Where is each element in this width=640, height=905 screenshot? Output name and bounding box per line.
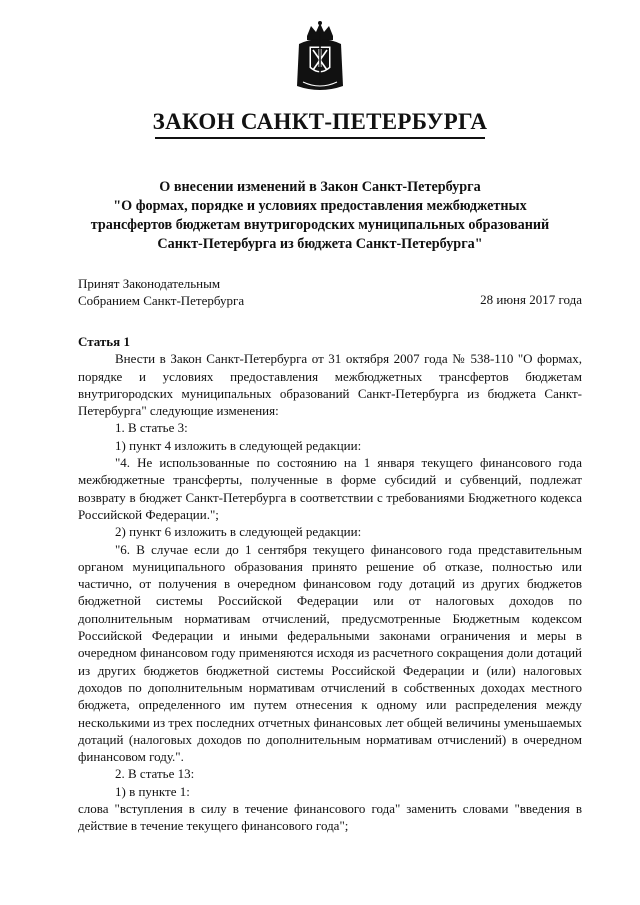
article-heading: Статья 1: [78, 334, 130, 349]
amendment-paragraph: слова "вступления в силу в течение финансового года" заменить словами "введения в действие в течение текущего финансового года";: [78, 801, 582, 834]
article-intro-paragraph: Внести в Закон Санкт-Петербурга от 31 октября 2007 года № 538-110 "О формах, порядке и условиях предоставления межбюджетных трансфертов бюджетам внутригородских муниципальных образований Санкт-Петербурга из бюджета Санкт-Петербурга" следующие изменения:: [78, 351, 582, 419]
law-title: ЗАКОН САНКТ-ПЕТЕРБУРГА: [152, 109, 488, 134]
list-item: 1) пункт 4 изложить в следующей редакции:: [115, 437, 362, 453]
document-body: [78, 333, 582, 835]
list-item: 2) пункт 6 изложить в следующей редакции:: [115, 524, 362, 540]
subject-line: трансфертов бюджетам внутригородских муниципальных образований: [90, 217, 550, 233]
law-subject-heading: [60, 178, 580, 254]
quoted-paragraph: "4. Не использованные по состоянию на 1 января текущего финансового года межбюджетные трансферты, полученные в форме субсидий и субвенций, подлежат возврату в бюджет Санкт-Петербурга в соответствии с требованиями Бюджетного кодекса Российской Федерации.";: [78, 455, 582, 522]
coat-of-arms-emblem: [293, 20, 347, 94]
adoption-note: [78, 276, 244, 309]
adoption-date: 28 июня 2017 года: [480, 292, 582, 307]
subject-line: "О формах, порядке и условиях предоставления межбюджетных: [113, 198, 527, 214]
adoption-line: Принят Законодательным: [78, 276, 221, 291]
list-item: 2. В статье 13:: [115, 766, 195, 782]
list-item: 1) в пункте 1:: [115, 783, 190, 799]
title-underline: [155, 137, 485, 139]
adoption-line: Собранием Санкт-Петербурга: [78, 292, 245, 308]
quoted-paragraph: "6. В случае если до 1 сентября текущего финансового года представительным органом муниципального образования принято решение об отказе, полностью или частично, от получения в очередном финансовом году дотаций из других бюджетов бюджетной системы Российской Федерации или от налоговых доходов по дополнительным нормативам отчислений, предусмотренные Бюджетным кодексом Российской Федерации и иными федеральными законами ограничения и меры в очередном финансовом году применяются исходя из расчетного сокращения доли дотаций из других бюджетов бюджетной системы Российской Федерации и (или) налоговых доходов по дополнительным нормативам отчислений в собственных доходах местного бюджета, определенного им путем отнесения к одному или распределения между несколькими из трех последних отчетных финансовых лет общей величины уменьшаемых дотаций (налоговых доходов по дополнительным нормативам отчислений) в очередном финансовом году.".: [78, 541, 582, 765]
subject-line: О внесении изменений в Закон Санкт-Петербурга: [159, 179, 481, 195]
list-item: 1. В статье 3:: [115, 420, 188, 436]
subject-line: Санкт-Петербурга из бюджета Санкт-Петербурга": [157, 236, 483, 252]
